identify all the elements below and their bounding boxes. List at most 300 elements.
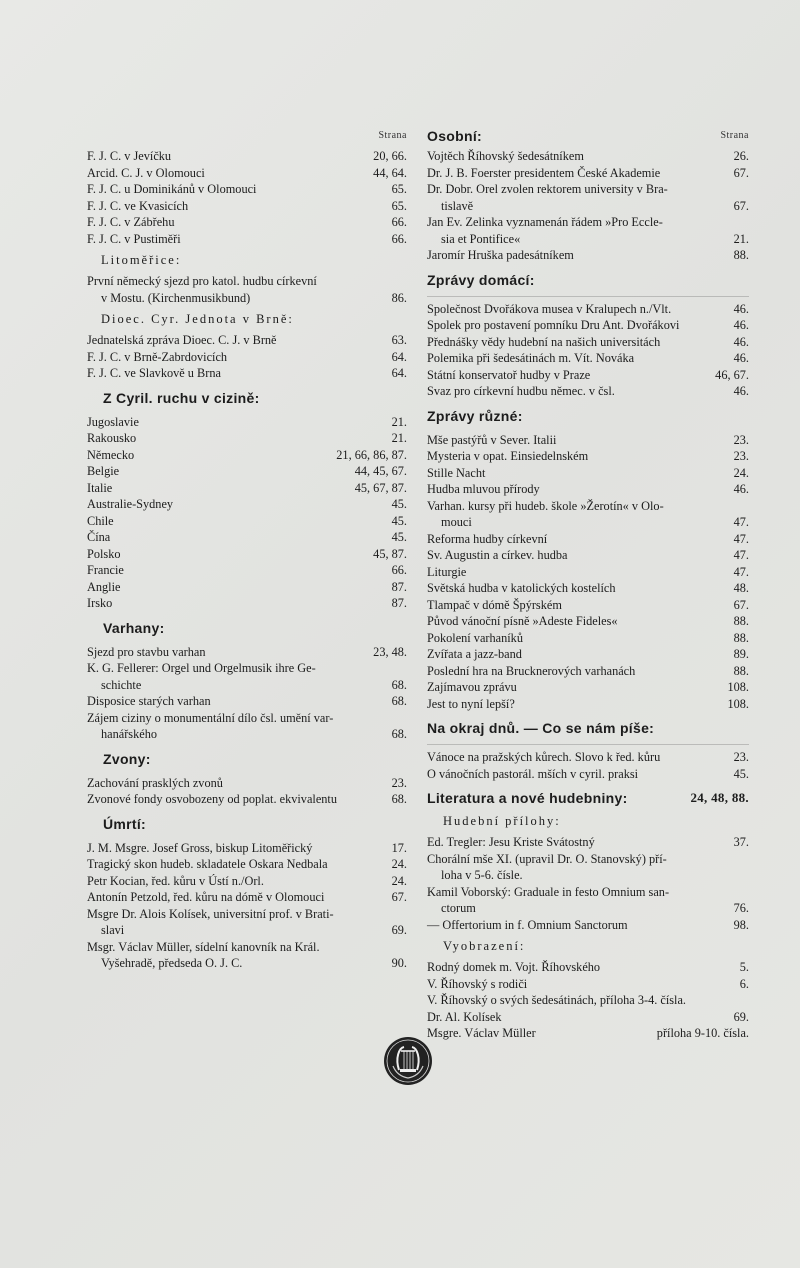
list-item — [427, 301, 749, 318]
entry-title — [87, 214, 392, 231]
entry-title — [427, 350, 734, 367]
entry-page: 47. — [733, 564, 749, 579]
entry-page: 21. — [391, 414, 407, 429]
entry-title — [87, 198, 392, 215]
entry-title-line: Zájem ciziny o monumentální dílo čsl. umění var- — [87, 710, 334, 725]
entry-title-line: Vánoce na pražských kůrech. Slovo k řed. kůru — [427, 750, 661, 764]
entry-page: 6. — [739, 976, 749, 991]
entry-title-continuation: loha v 5-6. čísle. — [441, 868, 523, 882]
entry-title-line: Polemika při šedesátinách m. Vít. Nováka — [427, 351, 635, 365]
entry-page: 44, 45, 67. — [354, 464, 407, 478]
list-item — [427, 696, 749, 713]
entry-title — [87, 365, 392, 382]
entry-title-continuation: tislavě — [441, 198, 474, 213]
right-column — [427, 128, 749, 1046]
list-item — [87, 214, 407, 231]
entry-title-continuation: ctorum — [441, 901, 476, 915]
entry-title-line: Dr. Al. Kolísek — [427, 1009, 502, 1024]
entry-title — [87, 562, 392, 579]
umrti-list — [87, 840, 407, 972]
varhany-list — [87, 644, 407, 743]
list-item — [87, 693, 407, 710]
entry-title-line: Chorální mše XI. (upravil Dr. O. Stanovský) pří- — [427, 851, 667, 866]
entry-page: 86. — [391, 290, 407, 305]
entry-page: 76. — [733, 901, 749, 915]
entry-title-line: Přednášky vědy hudební na našich universitách — [427, 334, 661, 349]
entry-page: 45, 67, 87. — [354, 480, 407, 495]
entry-title-line: Vojtěch Říhovský šedesátníkem — [427, 149, 584, 163]
list-item — [427, 531, 749, 548]
vyobrazeni-list — [427, 959, 749, 1042]
entry-page: 45. — [391, 530, 407, 544]
zvony-list — [87, 775, 407, 808]
entry-title — [427, 884, 734, 917]
entry-title-line: Zajímavou zprávu — [427, 680, 517, 694]
entry-page: 21, 66, 86, 87. — [336, 447, 407, 462]
entry-title — [427, 766, 734, 783]
entry-page: 98. — [733, 917, 749, 932]
entry-title-line: Zvířata a jazz-band — [427, 647, 522, 661]
entry-page: 108. — [727, 696, 749, 711]
section-heading-litomerice: Litoměřice: — [101, 253, 182, 267]
entry-title-line: Rakousko — [87, 431, 137, 445]
entry-page: 47. — [733, 515, 749, 529]
entry-page: 46. — [733, 482, 749, 496]
list-item — [427, 992, 749, 1009]
entry-title-line: F. J. C. v Jevíčku — [87, 149, 172, 163]
entry-title-line: Jest to nyní lepší? — [427, 696, 515, 711]
entry-page: 47. — [733, 531, 749, 546]
section-heading-prilohy: Hudební přílohy: — [443, 814, 561, 828]
entry-title — [87, 231, 392, 248]
entry-page: 68. — [391, 792, 407, 806]
list-item — [87, 939, 407, 972]
list-item — [427, 317, 749, 334]
divider — [427, 744, 749, 745]
entry-title-line: Belgie — [87, 464, 120, 478]
list-item — [87, 332, 407, 349]
entry-page: 68. — [391, 727, 407, 741]
cizina-list — [87, 414, 407, 612]
entry-page: 66. — [391, 563, 407, 577]
entry-title-line: Francie — [87, 563, 124, 577]
entry-page: 20, 66. — [373, 149, 407, 163]
entry-title — [87, 480, 355, 497]
entry-title — [87, 906, 392, 939]
entry-title-line: F. J. C. u Dominikánů v Olomouci — [87, 182, 257, 196]
entry-title — [87, 710, 392, 743]
entry-page: 46. — [733, 334, 749, 349]
entry-title — [427, 481, 734, 498]
entry-title — [427, 181, 734, 214]
entry-page: 47. — [733, 548, 749, 562]
entry-title-line: Kamil Voborský: Graduale in festo Omnium san- — [427, 884, 670, 899]
entry-title — [427, 959, 740, 976]
entry-page: 26. — [733, 149, 749, 163]
list-item — [427, 350, 749, 367]
entry-title-line: Tragický skon hudeb. skladatele Oskara Nedbala — [87, 857, 328, 871]
section-heading-ruzne: Zprávy různé: — [427, 407, 523, 424]
entry-title — [87, 496, 392, 513]
entry-title-line: Sjezd pro stavbu varhan — [87, 644, 206, 659]
entry-title-line: Pokolení varhaníků — [427, 630, 523, 645]
entry-title-line: Disposice starých varhan — [87, 694, 211, 708]
entry-title — [427, 317, 734, 334]
entry-page: 88. — [733, 663, 749, 678]
entry-title — [427, 498, 734, 531]
entry-title — [87, 873, 392, 890]
entry-title-line: Sv. Augustin a církev. hudba — [427, 548, 568, 562]
list-item — [87, 231, 407, 248]
entry-title — [427, 976, 740, 993]
list-item — [87, 430, 407, 447]
entry-title — [87, 579, 392, 596]
entry-title — [87, 165, 373, 182]
entry-title — [87, 447, 336, 464]
list-item — [427, 334, 749, 351]
entry-title-line: Jednatelská zpráva Dioec. C. J. v Brně — [87, 333, 277, 347]
entry-title-continuation: sia et Pontifice« — [441, 231, 521, 246]
right-column-header — [427, 128, 749, 146]
entry-page: 90. — [391, 956, 407, 970]
list-item — [87, 480, 407, 497]
entry-title-line: Liturgie — [427, 564, 467, 579]
list-item — [427, 181, 749, 214]
divider — [427, 296, 749, 297]
entry-page: 46. — [733, 384, 749, 398]
entry-title-line: Reforma hudby církevní — [427, 531, 548, 546]
litomerice-list — [87, 273, 407, 306]
entry-title-line: Mysteria v opat. Einsiedelnském — [427, 449, 589, 463]
entry-page: 21. — [733, 231, 749, 246]
list-item — [427, 917, 749, 934]
entry-title — [87, 332, 392, 349]
entry-page: 23. — [391, 775, 407, 790]
list-item — [87, 414, 407, 431]
list-item — [87, 644, 407, 661]
entry-title — [87, 430, 392, 447]
entry-title-line: Jaromír Hruška padesátníkem — [427, 248, 574, 262]
list-item — [427, 663, 749, 680]
entry-page: 69. — [733, 1009, 749, 1024]
list-item — [87, 562, 407, 579]
entry-page: 21. — [391, 431, 407, 445]
entry-page: 68. — [391, 694, 407, 708]
list-item — [427, 834, 749, 851]
okraj-list — [427, 749, 749, 782]
entry-title-line: F. J. C. ve Slavkově u Brna — [87, 366, 221, 380]
entry-title — [427, 1025, 657, 1042]
list-item — [87, 198, 407, 215]
left-top-list — [87, 148, 407, 247]
left-column-header — [87, 128, 407, 146]
entry-page: 45. — [391, 497, 407, 511]
entry-title — [87, 463, 355, 480]
entry-title-line: Msgre Dr. Alois Kolísek, universitní prof. v Brati- — [87, 906, 334, 921]
list-item — [427, 498, 749, 531]
entry-title-line: Zvonové fondy osvobozeny od poplat. ekvivalentu — [87, 792, 337, 806]
list-item — [427, 884, 749, 917]
list-item — [87, 856, 407, 873]
entry-title-line: První německý sjezd pro katol. hudbu církevní — [87, 274, 317, 288]
list-item — [427, 367, 749, 384]
entry-page: 87. — [391, 579, 407, 594]
section-heading-cizina: Z Cyril. ruchu v cizině: — [103, 389, 260, 406]
list-item — [427, 630, 749, 647]
section-heading-vyobrazeni: Vyobrazení: — [443, 939, 526, 953]
entry-page: 24. — [391, 873, 407, 888]
entry-title-line: Svaz pro církevní hudbu němec. v čsl. — [427, 384, 615, 398]
entry-title-line: Msgre. Václav Müller — [427, 1026, 536, 1040]
entry-title-line: Státní konservatoř hudby v Praze — [427, 367, 591, 382]
entry-title-line: O vánočních pastorál. mších v cyril. praksi — [427, 766, 639, 781]
entry-title — [427, 564, 734, 581]
list-item — [87, 148, 407, 165]
entry-title — [87, 856, 392, 873]
entry-title — [427, 448, 734, 465]
domaci-list — [427, 301, 749, 400]
entry-title-line: Zachování prasklých zvonů — [87, 775, 223, 790]
list-item — [427, 580, 749, 597]
entry-title-line: Dr. J. B. Foerster presidentem České Akademie — [427, 165, 661, 180]
section-heading-zvony: Zvony: — [103, 750, 151, 767]
left-column — [87, 128, 407, 976]
entry-title-line: Poslední hra na Brucknerových varhanách — [427, 663, 636, 678]
entry-title-line: Dr. Dobr. Orel zvolen rektorem university v Bra- — [427, 182, 668, 196]
entry-title-line: J. M. Msgre. Josef Gross, biskup Litoměřický — [87, 840, 313, 855]
entry-page: 63. — [391, 333, 407, 347]
entry-title — [87, 181, 392, 198]
entry-title-line: Čína — [87, 530, 111, 544]
list-item — [427, 646, 749, 663]
entry-title — [87, 414, 392, 431]
entry-title — [87, 529, 392, 546]
entry-page: 23. — [733, 432, 749, 447]
entry-title — [427, 547, 734, 564]
entry-title — [427, 580, 734, 597]
list-item — [427, 749, 749, 766]
entry-title — [427, 367, 715, 384]
entry-title — [87, 775, 392, 792]
section-heading-dioec: Dioec. Cyr. Jednota v Brně: — [101, 312, 294, 326]
entry-page: 64. — [391, 366, 407, 380]
entry-title — [427, 301, 734, 318]
entry-title — [87, 939, 392, 972]
list-item — [87, 513, 407, 530]
entry-title — [87, 148, 373, 165]
prilohy-list — [427, 834, 749, 933]
entry-title — [427, 663, 734, 680]
entry-page: 88. — [733, 248, 749, 262]
entry-title — [87, 595, 392, 612]
entry-title-line: F. J. C. ve Kvasicích — [87, 198, 189, 213]
entry-title — [427, 851, 749, 884]
list-item — [427, 1025, 749, 1042]
section-heading-osobni: Osobní: — [427, 128, 482, 144]
entry-title-line: Rodný domek m. Vojt. Říhovského — [427, 960, 601, 974]
entry-title-line: Stille Nacht — [427, 465, 486, 480]
list-item — [427, 613, 749, 630]
strana-label: Strana — [378, 130, 407, 141]
literatura-title: Literatura a nové hudebniny: — [427, 790, 628, 806]
entry-title — [427, 696, 727, 713]
entry-title — [87, 840, 392, 857]
entry-title — [427, 334, 734, 351]
entry-title-line: Ed. Tregler: Jesu Kriste Svátostný — [427, 835, 595, 849]
entry-title-line: Anglie — [87, 579, 121, 594]
entry-title-line: Jan Ev. Zelinka vyznamenán řádem »Pro Eccle- — [427, 215, 663, 229]
list-item — [87, 273, 407, 306]
entry-title-line: Chile — [87, 513, 114, 528]
literatura-pages: 24, 48, 88. — [690, 790, 749, 805]
entry-title-line: Italie — [87, 480, 113, 495]
list-item — [87, 791, 407, 808]
entry-title — [87, 644, 373, 661]
list-item — [427, 465, 749, 482]
list-item — [427, 148, 749, 165]
entry-title-continuation: hanářského — [101, 727, 157, 741]
entry-page: 67. — [733, 198, 749, 213]
entry-page: 65. — [391, 182, 407, 196]
entry-title — [87, 889, 392, 906]
list-item — [427, 547, 749, 564]
entry-page: 45, 87. — [373, 546, 407, 561]
entry-page: 23, 48. — [373, 644, 407, 659]
entry-page: 48. — [733, 581, 749, 595]
entry-title — [427, 679, 727, 696]
list-item — [87, 349, 407, 366]
entry-page: 88. — [733, 630, 749, 645]
entry-page: 67. — [733, 165, 749, 180]
list-item — [427, 959, 749, 976]
list-item — [87, 775, 407, 792]
entry-title — [427, 432, 734, 449]
section-heading-umrti: Úmrtí: — [103, 815, 147, 832]
entry-page: 44, 64. — [373, 165, 407, 180]
dioec-list — [87, 332, 407, 382]
list-item — [87, 181, 407, 198]
entry-title — [427, 148, 734, 165]
entry-title-line: Msgr. Václav Müller, sídelní kanovník na Král. — [87, 939, 320, 954]
entry-page: 45. — [733, 766, 749, 781]
entry-page: 24. — [391, 857, 407, 871]
list-item — [427, 448, 749, 465]
entry-title-line: F. J. C. v Pustiměři — [87, 231, 181, 246]
list-item — [87, 546, 407, 563]
entry-title — [427, 165, 734, 182]
list-item — [427, 481, 749, 498]
entry-title — [427, 1009, 734, 1026]
entry-title-continuation: Vyšehradě, předseda O. J. C. — [101, 956, 243, 970]
entry-title-line: Spolek pro postavení pomníku Dru Ant. Dvořákovi — [427, 318, 680, 332]
entry-title-line: V. Říhovský s rodiči — [427, 976, 528, 991]
list-item — [87, 660, 407, 693]
entry-title-line: Australie-Sydney — [87, 497, 174, 511]
entry-title-continuation: schichte — [101, 677, 142, 692]
entry-title-line: Polsko — [87, 546, 121, 561]
entry-title — [427, 465, 734, 482]
entry-title-line: Jugoslavie — [87, 414, 139, 429]
entry-title-line: Petr Kocian, řed. kůru v Ústí n./Orl. — [87, 873, 264, 888]
entry-page: 37. — [733, 835, 749, 849]
entry-title-line: Německo — [87, 447, 135, 462]
list-item — [427, 766, 749, 783]
entry-page: 66. — [391, 215, 407, 229]
entry-page: 66. — [391, 231, 407, 246]
section-heading-okraj: Na okraj dnů. — Co se nám píše: — [427, 720, 655, 736]
entry-page: 46. — [733, 351, 749, 365]
list-item — [87, 579, 407, 596]
entry-page: 23. — [733, 449, 749, 463]
list-item — [87, 906, 407, 939]
list-item — [87, 447, 407, 464]
entry-page: 45. — [391, 513, 407, 528]
entry-title-continuation: slavi — [101, 923, 125, 937]
list-item — [427, 383, 749, 400]
list-item — [87, 165, 407, 182]
entry-title — [427, 630, 734, 647]
entry-title-line: Světská hudba v katolických kostelích — [427, 581, 616, 595]
entry-title-line: K. G. Fellerer: Orgel und Orgelmusik ihre Ge- — [87, 661, 316, 675]
entry-title — [427, 646, 734, 663]
entry-page: 87. — [391, 596, 407, 610]
entry-title-continuation: v Mostu. (Kirchenmusikbund) — [101, 290, 251, 305]
list-item — [87, 595, 407, 612]
list-item — [87, 710, 407, 743]
entry-title-line: V. Říhovský o svých šedesátinách, příloha 3-4. čísla. — [427, 993, 686, 1007]
entry-title — [427, 613, 734, 630]
list-item — [427, 597, 749, 614]
entry-title — [427, 247, 734, 264]
entry-title — [427, 992, 749, 1009]
entry-page: 69. — [391, 923, 407, 937]
entry-page: 64. — [391, 349, 407, 364]
osobni-list — [427, 148, 749, 264]
entry-page: 67. — [391, 890, 407, 904]
entry-title-line: Hudba mluvou přírody — [427, 482, 540, 496]
entry-page: 5. — [739, 960, 749, 974]
list-item — [87, 529, 407, 546]
list-item — [427, 214, 749, 247]
entry-title-line: Společnost Dvořákova musea v Kralupech n./Vlt. — [427, 301, 672, 316]
entry-title-line: — Offertorium in f. Omnium Sanctorum — [427, 917, 628, 932]
entry-title — [87, 660, 392, 693]
entry-title-line: F. J. C. v Zábřehu — [87, 215, 175, 229]
entry-page: 65. — [391, 198, 407, 213]
list-item — [87, 496, 407, 513]
entry-title — [87, 513, 392, 530]
entry-title — [87, 273, 392, 306]
list-item — [427, 976, 749, 993]
section-heading-domaci: Zprávy domácí: — [427, 271, 535, 288]
entry-page: 23. — [733, 750, 749, 764]
entry-title — [427, 917, 734, 934]
entry-title — [427, 597, 734, 614]
entry-title-line: Arcid. C. J. v Olomouci — [87, 165, 205, 180]
entry-page: 108. — [727, 680, 749, 694]
strana-label: Strana — [720, 130, 749, 141]
entry-page: 88. — [733, 614, 749, 628]
entry-title-line: Irsko — [87, 596, 113, 610]
list-item — [427, 564, 749, 581]
entry-page: 24. — [733, 465, 749, 480]
entry-title — [87, 546, 373, 563]
entry-page: 46, 67. — [715, 367, 749, 382]
list-item — [87, 840, 407, 857]
entry-title-line: F. J. C. v Brně-Zabrdovicích — [87, 349, 228, 364]
entry-title-line: Tlampač v dómě Špýrském — [427, 597, 562, 612]
entry-page: 17. — [391, 840, 407, 855]
